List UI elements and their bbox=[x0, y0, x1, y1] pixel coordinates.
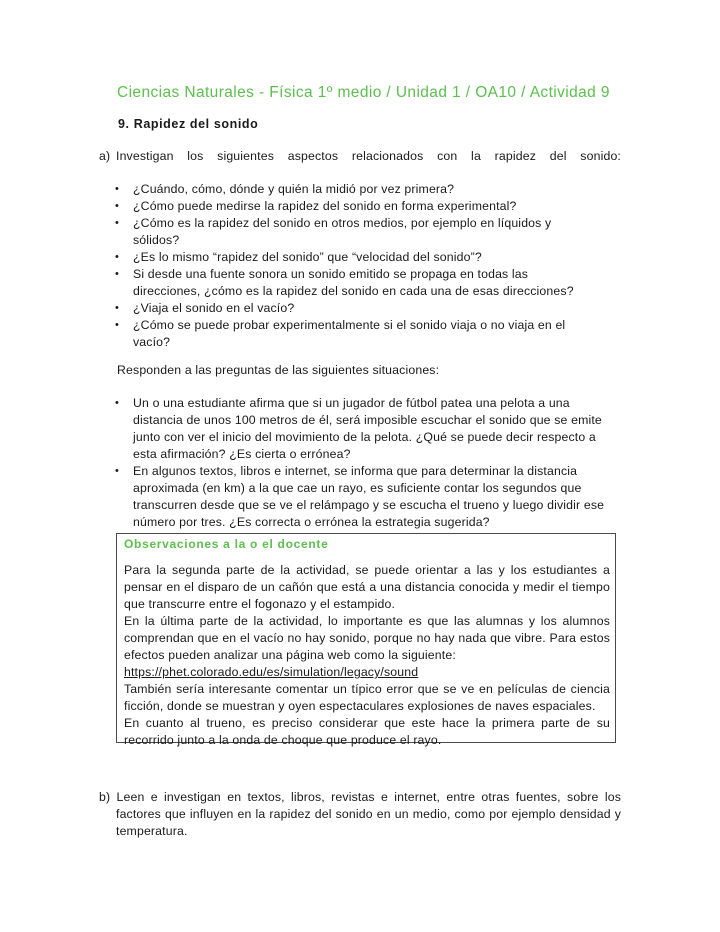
list-item: • ¿Cuándo, cómo, dónde y quién la midió por vez primera? bbox=[99, 181, 589, 198]
observation-paragraph: En cuanto al trueno, es preciso considerar que este hace la primera parte de su recorrido junto a la onda de choque que produce el rayo. bbox=[124, 716, 610, 747]
observations-title: Observaciones a la o el docente bbox=[124, 537, 329, 551]
list-item: • Un o una estudiante afirma que si un jugador de fútbol patea una pelota a una distancia de unos 100 metros de él, será imposible escuchar el sonido que se emite junto con ver el inicio del movimiento de la pelota. ¿Qué se puede decir respecto a esta afirmación? ¿Es cierta o errónea? bbox=[99, 395, 619, 463]
list-item: • ¿Viaja el sonido en el vacío? bbox=[99, 300, 589, 317]
respond-intro: Responden a las preguntas de las siguientes situaciones: bbox=[117, 363, 440, 377]
list-item: • Si desde una fuente sonora un sonido emitido se propaga en todas las direcciones, ¿cómo es la rapidez del sonido en cada una de esas direcciones? bbox=[99, 266, 589, 300]
list-item: • ¿Cómo es la rapidez del sonido en otros medios, por ejemplo en líquidos y sólidos? bbox=[99, 215, 589, 249]
part-b-text: Leen e investigan en textos, libros, revistas e internet, entre otras fuentes, sobre los factores que influyen en la rapidez del sonido en un medio, como por ejemplo densidad y temperatura. bbox=[116, 790, 621, 838]
part-a-lead-text: Investigan los siguientes aspectos relacionados con la rapidez del sonido: bbox=[116, 149, 621, 163]
page-header: Ciencias Naturales - Física 1º medio / Unidad 1 / OA10 / Actividad 9 bbox=[117, 84, 610, 101]
observation-paragraph: Para la segunda parte de la actividad, se puede orientar a las y los estudiantes a pensar en el disparo de un cañón que está a una distancia conocida y medir el tiempo que transcurre entre el fogonazo y el estampido. bbox=[124, 563, 610, 611]
part-a-lead bbox=[99, 148, 621, 165]
observation-paragraph: También sería interesante comentar un típico error que se ve en películas de ciencia ficción, donde se muestran y oyen espectaculares explosiones de naves espaciales. bbox=[124, 682, 610, 713]
part-a-marker: a) bbox=[99, 149, 111, 163]
list-item: • ¿Cómo se puede probar experimentalmente si el sonido viaja o no viaja en el vacío? bbox=[99, 317, 589, 351]
list-item: • ¿Cómo puede medirse la rapidez del sonido en forma experimental? bbox=[99, 198, 589, 215]
phet-simulation-link[interactable]: https://phet.colorado.edu/es/simulation/legacy/sound bbox=[124, 665, 419, 679]
section-title: 9. Rapidez del sonido bbox=[118, 117, 259, 131]
list-item: • En algunos textos, libros e internet, se informa que para determinar la distancia aproximada (en km) a la que cae un rayo, es suficiente contar los segundos que transcurren desde que se ve el relámpago y se escucha el trueno y luego dividir ese número por tres. ¿Es correcta o errónea la estrategia sugerida? bbox=[99, 463, 619, 531]
observation-paragraph: En la última parte de la actividad, lo importante es que las alumnas y los alumnos comprendan que en el vacío no hay sonido, porque no hay nada que vibre. Para estos efectos pueden analizar una página web como la siguiente: bbox=[124, 614, 610, 662]
part-b-marker: b) bbox=[99, 790, 111, 804]
situations-list bbox=[99, 395, 619, 531]
teacher-observations-box bbox=[116, 533, 616, 747]
part-b bbox=[99, 789, 621, 840]
list-item: • ¿Es lo mismo “rapidez del sonido” que “velocidad del sonido”? bbox=[99, 249, 589, 266]
research-questions-list bbox=[99, 181, 589, 351]
